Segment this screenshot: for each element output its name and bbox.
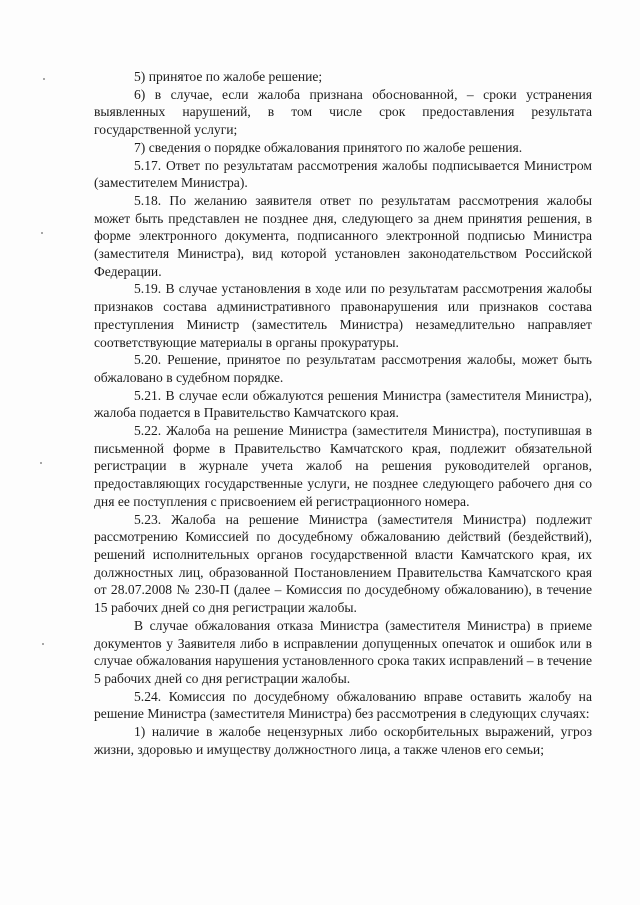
- paragraph: 5) принятое по жалобе решение;: [134, 69, 323, 84]
- document-body: [94, 68, 592, 758]
- paragraph: 7) сведения о порядке обжалования принятого по жалобе решения.: [134, 139, 523, 155]
- paragraph: 5.22. Жалоба на решение Министра (заместителя Министра), поступившая в письменной форме в Правительство Камчатского края, подлежит обязательной регистрации в журнале учета жалоб на решения руководителей органов, предоставляющих государственные услуги, не позднее следующего рабочего дня со дня ее поступления с присвоением ей регистрационного номера.: [94, 423, 592, 509]
- scan-speck: [42, 643, 44, 645]
- paragraph: 5.21. В случае если обжалуются решения Министра (заместителя Министра), жалоба подается в Правительство Камчатского края.: [94, 387, 592, 421]
- paragraph: 5.19. В случае установления в ходе или по результатам рассмотрения жалобы признаков состава административного правонарушения или признаков состава преступления Министр (заместитель Министра) незамедлительно направляет соответствующие материалы в органы прокуратуры.: [94, 281, 592, 350]
- paragraph: 5.20. Решение, принятое по результатам рассмотрения жалобы, может быть обжаловано в судебном порядке.: [94, 352, 592, 385]
- paragraph: 5.24. Комиссия по досудебному обжалованию вправе оставить жалобу на решение Министра (заместителя Министра) без рассмотрения в следующих случаях:: [94, 688, 592, 722]
- paragraph: 5.17. Ответ по результатам рассмотрения жалобы подписывается Министром (заместителем Министра).: [94, 157, 592, 191]
- paragraph: 5.18. По желанию заявителя ответ по результатам рассмотрения жалобы может быть представлен не позднее дня, следующего за днем принятия решения, в форме электронного документа, подписанного электронной подписью Министра (заместителя Министра), вид которой установлен законодательством Российской Федерации.: [94, 192, 592, 279]
- paragraph: 6) в случае, если жалоба признана обоснованной, – сроки устранения выявленных нарушений, в том числе срок предоставления результата государственной услуги;: [94, 86, 592, 138]
- scan-speck: [41, 232, 43, 234]
- scan-speck: [43, 78, 45, 80]
- scan-speck: [40, 462, 42, 464]
- paragraph: В случае обжалования отказа Министра (заместителя Министра) в приеме документов у Заявителя либо в исправлении допущенных опечаток и ошибок или в случае обжалования нарушения установленного срока таких исправлений – в течение 5 рабочих дней со дня регистрации жалобы.: [94, 617, 592, 686]
- paragraph: 5.23. Жалоба на решение Министра (заместителя Министра) подлежит рассмотрению Комиссией по досудебному обжалованию действий (бездействий), решений исполнительных органов государственной власти Камчатского края, их должностных лиц, образованной Постановлением Правительства Камчатского края от 28.07.2008 № 230-П (далее – Комиссия по досудебному обжалованию), в течение 15 рабочих дней со дня регистрации жалобы.: [94, 511, 592, 616]
- paragraph: 1) наличие в жалобе нецензурных либо оскорбительных выражений, угроз жизни, здоровью и имуществу должностного лица, а также членов его семьи;: [94, 724, 592, 757]
